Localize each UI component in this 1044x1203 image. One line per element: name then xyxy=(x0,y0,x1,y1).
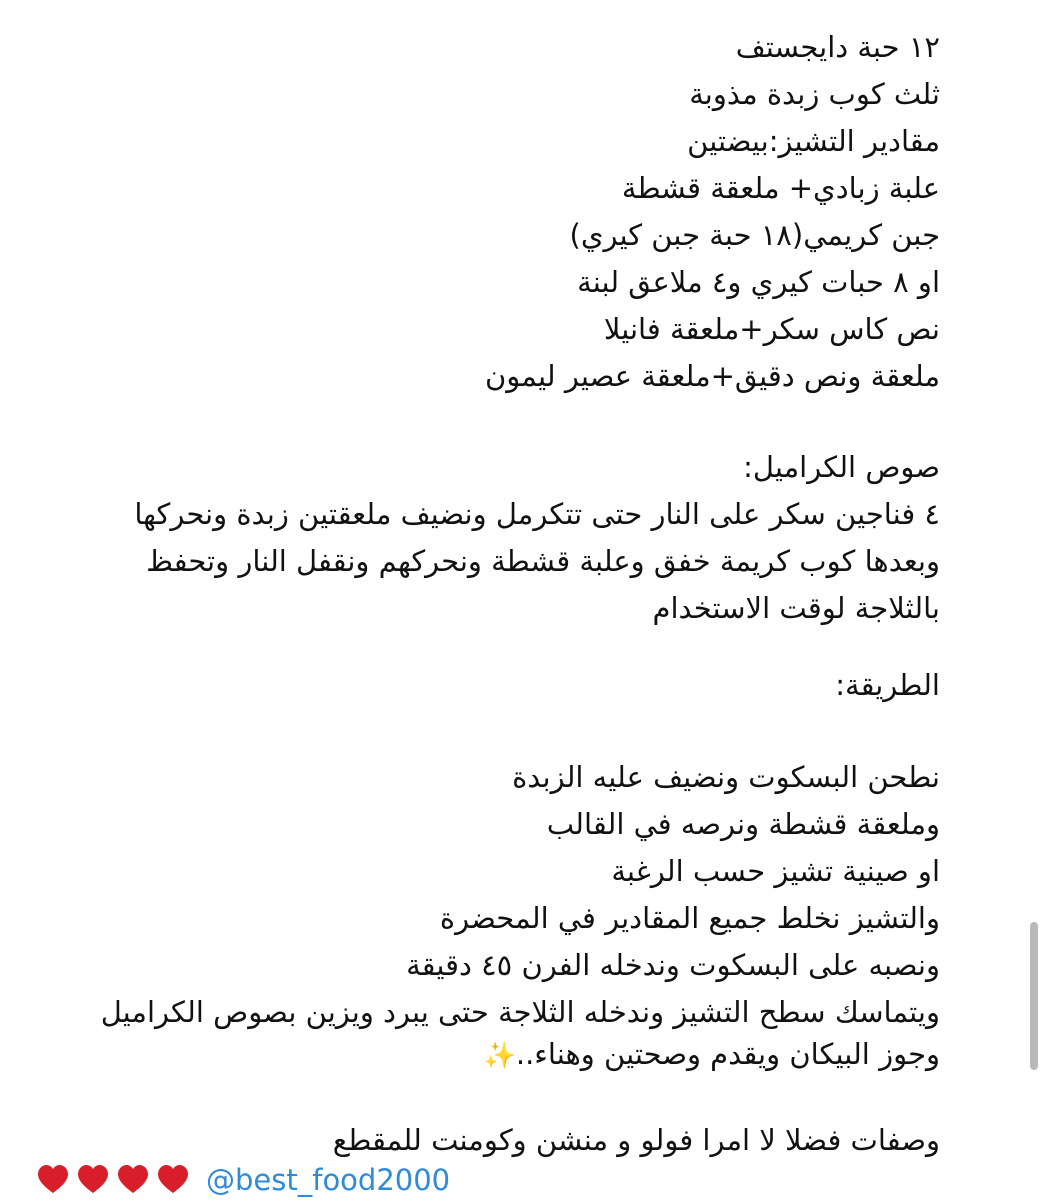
ingredient-line: جبن كريمي(١٨ حبة جبن كيري) xyxy=(569,218,940,252)
mention-link[interactable]: @best_food2000 xyxy=(206,1163,451,1197)
caramel-line: ٤ فناجين سكر على النار حتى تتكرمل ونضيف ملعقتين زبدة ونحركها xyxy=(134,497,940,531)
ingredient-line: او ٨ حبات كيري و٤ ملاعق لبنة xyxy=(577,265,940,299)
scrollbar-thumb[interactable] xyxy=(1030,922,1038,1070)
sparkles-icon: ✨ xyxy=(483,1041,516,1071)
heart-icon xyxy=(116,1163,150,1197)
method-line: والتشيز نخلط جميع المقادير في المحضرة xyxy=(439,901,940,935)
heart-icon xyxy=(156,1163,190,1197)
heart-icon xyxy=(76,1163,110,1197)
heart-icon xyxy=(36,1163,70,1197)
footer-text: وصفات فضلا لا امرا فولو و منشن وكومنت للمقطع xyxy=(332,1123,940,1157)
caramel-line: بالثلاجة لوقت الاستخدام xyxy=(652,591,940,625)
method-line: او صينية تشيز حسب الرغبة xyxy=(611,854,940,888)
caramel-title: صوص الكراميل: xyxy=(743,450,940,484)
ingredient-line: مقادير التشيز:بيضتين xyxy=(687,124,940,158)
ingredient-line: ١٢ حبة دايجستف xyxy=(735,30,940,64)
method-line: ويتماسك سطح التشيز وندخله الثلاجة حتى يبرد ويزين بصوص الكراميل xyxy=(100,995,940,1029)
ingredient-line: علبة زبادي+ ملعقة قشطة xyxy=(621,171,940,205)
caramel-line: وبعدها كوب كريمة خفق وعلبة قشطة ونحركهم ونقفل النار وتحفظ xyxy=(146,544,940,578)
method-line: ونصبه على البسكوت وندخله الفرن ٤٥ دقيقة xyxy=(406,948,940,982)
footer-mention-row xyxy=(36,1157,450,1203)
method-line: نطحن البسكوت ونضيف عليه الزبدة xyxy=(512,760,940,794)
method-line: وملعقة قشطة ونرصه في القالب xyxy=(546,807,940,841)
method-line-text: وجوز البيكان ويقدم وصحتين وهناء.. xyxy=(515,1037,940,1071)
method-last-line xyxy=(36,1031,940,1079)
ingredient-line: نص كاس سكر+ملعقة فانيلا xyxy=(603,312,940,346)
ingredient-line: ثلث كوب زبدة مذوبة xyxy=(689,77,940,111)
ingredient-line: ملعقة ونص دقيق+ملعقة عصير ليمون xyxy=(484,359,940,393)
method-title: الطريقة: xyxy=(835,668,940,702)
